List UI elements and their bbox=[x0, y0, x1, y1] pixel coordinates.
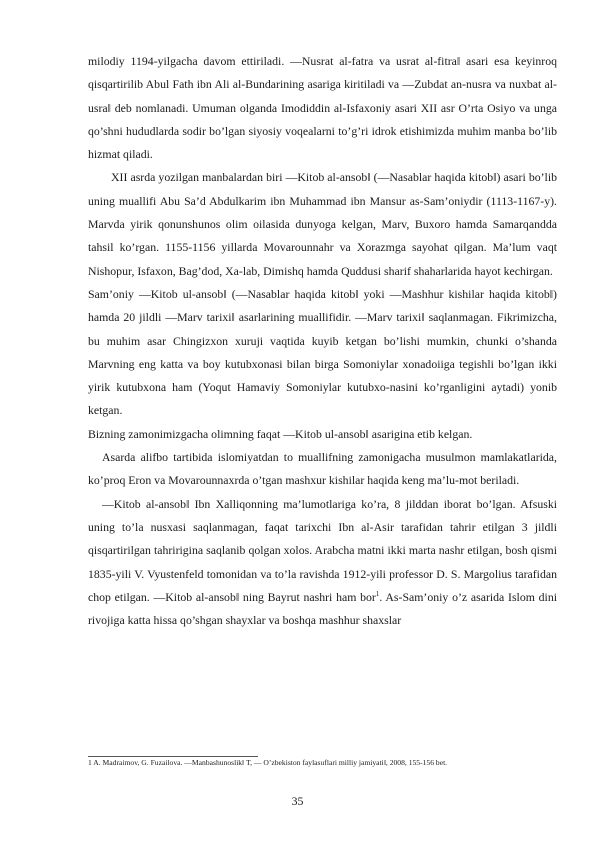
paragraph-2: XII asrda yozilgan manbalardan biri ―Kitob al-ansob‖ (―Nasablar haqida kitob‖) asari bo’lib uning muallifi Abu Sa’d Abdulkarim ibn Muhammad ibn Mansur as-Sam’oniydir (1113-1167-y). Marvda yirik qonunshunos olim oilasida dunyoga kelgan, Marv, Buxoro hamda Samarqandda tahsil ko’rgan. 1155-1156 yillarda Movarounnahr va Xorazmga sayohat qilgan. Ma’lum vaqt Nishopur, Isfaxon, Bag’dod, Xa-lab, Dimishq hamda Quddusi sharif shaharlarida hayot kechirgan. bbox=[88, 170, 557, 278]
paragraph-6-tail: As-Sam’oniy o’z asarida Islom dini rivojiga katta hissa qo’shgan shayxlar va boshqa mashhur shaxslar bbox=[88, 589, 557, 628]
paragraph-6-text: ―Kitob al-ansob‖ Ibn Xalliqonning ma’lumotlariga ko’ra, 8 jilddan iborat bo’lgan. Afsuski uning to’la nusxasi saqlanmagan, faqat tarixchi Ibn al-Asir tarafidan tahrir etilgan 3 jildli qisqartirilgan tahririgina saqlanib qolgan xolos. Arabcha matni ikki marta nashr etilgan, bosh qismi 1835-yili V. Vyustenfeld tomonidan va to’la ravishda 1912-yili professor D. S. Margolius tarafidan chop etilgan. ―Kitob al-ansob‖ ning Bayrut nashri ham bor bbox=[88, 496, 557, 604]
paragraph-5: Asarda alifbo tartibida islomiyatdan to muallifning zamonigacha musulmon mamlakatlarida, ko’proq Eron va Movarounnaxrda o’tgan mashxur kishilar haqida keng ma’lu-mot beriladi. bbox=[88, 450, 557, 488]
footnote: 1 A. Madraimov, G. Fuzailova. ―Manbashunoslik‖ T, ― O’zbekiston faylasuflari milliy jamiyati‖, 2008, 155-156 bet. bbox=[88, 758, 448, 767]
paragraph-1: milodiy 1194-yilgacha davom ettiriladi. ―Nusrat al-fatra va usrat al-fitra‖ asari esa keyinroq qisqartirilib Abul Fath ibn Ali al-Bundarining asariga kiritiladi va ―Zubdat an-nusra va nuxbat al-usra‖ deb nomlanadi. Umuman olganda Imodiddin al-Isfaxoniy asari XII asr O’rta Osiyo va unga qo’shni hududlarda sodir bo’lgan siyosiy voqealarni to’g’ri idrok etishimizda muhim manba bo’lib hizmat qiladi. bbox=[88, 54, 557, 162]
footnote-divider bbox=[88, 756, 258, 757]
paragraph-3: Sam’oniy ―Kitob ul-ansob‖ (―Nasablar haqida kitob‖ yoki ―Mashhur kishilar haqida kitob‖) hamda 20 jildli ―Marv tarixi‖ asarlarining muallifidir. ―Marv tarixi‖ saqlanmagan. Fikrimizcha, bu muhim asar Chingizxon xuruji vaqtida kuyib ketgan bo’lishi mumkin, chunki o’shanda Marvning eng katta va boy kutubxonasi bilan birga Somoniylar xonadoiiga tegishli bo’lgan ikki yirik kutubxona ham (Yoqut Hamaviy Somoniylar kutubxo-nasini ko’rganligini aytadi) yonib ketgan. bbox=[88, 286, 557, 418]
paragraph-4: Bizning zamonimizgacha olimning faqat ―Kitob ul-ansob‖ asarigina etib kelgan. bbox=[88, 426, 473, 441]
page-number: 35 bbox=[291, 794, 304, 808]
footnote-reference[interactable]: 1 bbox=[375, 589, 380, 598]
paragraph-6: ―Kitob al-ansob‖ Ibn Xalliqonning ma’lumotlariga ko’ra, 8 jilddan iborat bo’lgan. Afsuski uning to’la nusxasi saqlanmagan, faqat tarixchi Ibn al-Asir tarafidan tahrir etilgan 3 jildli qisqartirilgan tahririgina saqlanib qolgan xolos. Arabcha matni ikki marta nashr etilgan, bosh qismi 1835-yili V. Vyustenfeld tomonidan va to’la ravishda 1912-yili professor D. S. Margolius tarafidan chop etilgan. ―Kitob al-ansob‖ ning Bayrut nashri ham bor$^1$. As-Sam’oniy o’z asarida Islom dini rivojiga katta hissa qo’shgan shayxlar va boshqa mashhur shaxslar bbox=[88, 496, 557, 628]
page-body bbox=[88, 50, 557, 632]
